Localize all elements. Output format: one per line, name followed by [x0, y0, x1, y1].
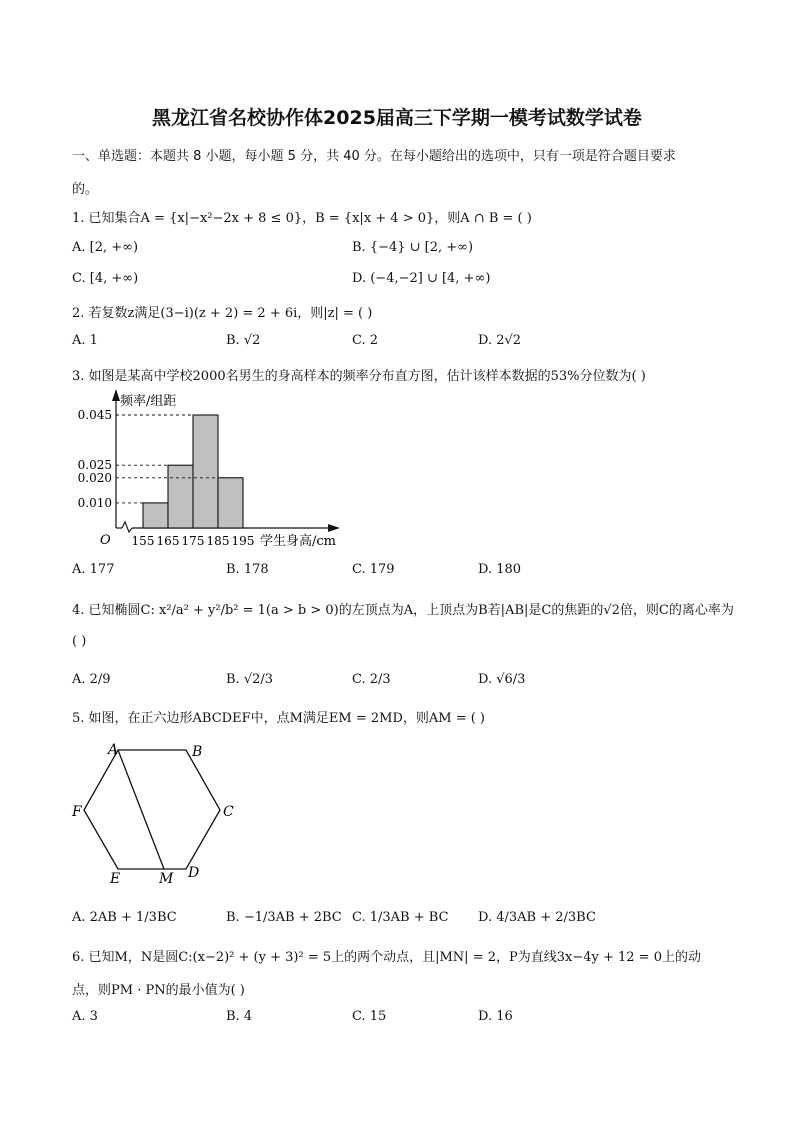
histogram-bar — [193, 415, 218, 528]
y-tick-label: 0.045 — [77, 408, 112, 422]
y-tick-label: 0.020 — [77, 470, 112, 485]
vertex-label-c: C — [223, 804, 234, 820]
histogram-bar — [143, 503, 168, 528]
histogram-bar — [168, 465, 193, 528]
q2-option-b: B. √2 — [226, 333, 261, 348]
q5-option-c: C. 1/3AB + BC — [352, 910, 449, 925]
y-tick-label: 0.010 — [77, 495, 112, 510]
q3-stem: 3. 如图是某高中学校2000名男生的身高样本的频率分布直方图，估计该样本数据的53%分位数为( ) — [72, 369, 646, 384]
q4-stem: 4. 已知椭圆C: x²/a² + y²/b² = 1(a > b > 0)的左顶点为A，上顶点为B若|AB|是C的焦距的√2倍，则C的离心率为 — [72, 603, 734, 618]
origin-label: O — [100, 533, 111, 548]
x-axis-arrow — [328, 524, 340, 532]
q5-option-d: D. 4/3AB + 2/3BC — [478, 910, 596, 925]
q6-option-b: B. 4 — [226, 1009, 253, 1024]
q3-option-b: B. 178 — [226, 562, 269, 577]
x-tick-label: 195 — [231, 534, 255, 548]
q6-option-c: C. 15 — [352, 1009, 387, 1024]
page-title: 黑龙江省名校协作体2025届高三下学期一模考试数学试卷 — [152, 107, 642, 129]
q4-stem-cont: ( ) — [72, 634, 87, 649]
q4-option-a: A. 2/9 — [72, 672, 111, 687]
vertex-label-e: E — [110, 871, 121, 887]
histogram-bar — [218, 478, 243, 528]
y-axis-arrow — [112, 389, 120, 401]
x-tick-label: 165 — [156, 534, 180, 548]
q4-option-b: B. √2/3 — [226, 672, 274, 687]
q4-option-d: D. √6/3 — [478, 672, 526, 687]
q1-option-c: C. [4, +∞) — [72, 271, 139, 286]
point-label-m: M — [159, 871, 174, 887]
q5-option-b: B. −1/3AB + 2BC — [226, 910, 342, 925]
hexagon-figure — [66, 738, 246, 888]
q6-option-a: A. 3 — [72, 1009, 98, 1024]
q1-option-a: A. [2, +∞) — [72, 240, 139, 255]
y-axis-label: 频率/组距 — [120, 394, 177, 409]
x-tick-label: 185 — [206, 534, 230, 548]
y-tick-label: 0.025 — [77, 458, 112, 473]
q1-option-b: B. {−4} ∪ [2, +∞) — [352, 240, 474, 255]
q2-option-c: C. 2 — [352, 333, 379, 348]
section-heading-line2: 的。 — [72, 182, 99, 197]
q3-option-a: A. 177 — [72, 562, 115, 577]
vertex-label-f: F — [72, 804, 82, 820]
q3-option-d: D. 180 — [478, 562, 522, 577]
vertex-label-b: B — [192, 744, 203, 760]
q1-stem: 1. 已知集合A = {x|−x²−2x + 8 ≤ 0}，B = {x|x + 4 > 0}，则A ∩ B = ( ) — [72, 211, 532, 226]
q6-stem: 6. 已知M，N是圆C:(x−2)² + (y + 3)² = 5上的两个动点，且|MN| = 2，P为直线3x−4y + 12 = 0上的动 — [72, 950, 701, 965]
q5-stem: 5. 如图，在正六边形ABCDEF中，点M满足EM = 2MD，则AM = ( ) — [72, 711, 486, 726]
x-tick-label: 155 — [131, 534, 155, 548]
section-heading-line1: 一、单选题：本题共 8 小题，每小题 5 分，共 40 分。在每小题给出的选项中，只有一项是符合题目要求 — [72, 149, 676, 164]
vertex-label-d: D — [188, 865, 200, 881]
q2-stem: 2. 若复数z满足(3−i)(z + 2) = 2 + 6i，则|z| = ( ) — [72, 306, 373, 321]
x-tick-label: 175 — [181, 534, 205, 548]
q3-option-c: C. 179 — [352, 562, 395, 577]
q4-option-c: C. 2/3 — [352, 672, 391, 687]
vertex-label-a: A — [108, 742, 119, 758]
q6-stem-cont: 点，则PM · PN的最小值为( ) — [72, 983, 245, 998]
q6-option-d: D. 16 — [478, 1009, 513, 1024]
q2-option-a: A. 1 — [72, 333, 98, 348]
q2-option-d: D. 2√2 — [478, 333, 522, 348]
q5-option-a: A. 2AB + 1/3BC — [72, 910, 177, 925]
x-axis-label: 学生身高/cm — [260, 534, 336, 549]
histogram-chart — [60, 385, 360, 555]
x-axis-break — [122, 522, 132, 532]
q1-option-d: D. (−4,−2] ∪ [4, +∞) — [352, 271, 491, 286]
